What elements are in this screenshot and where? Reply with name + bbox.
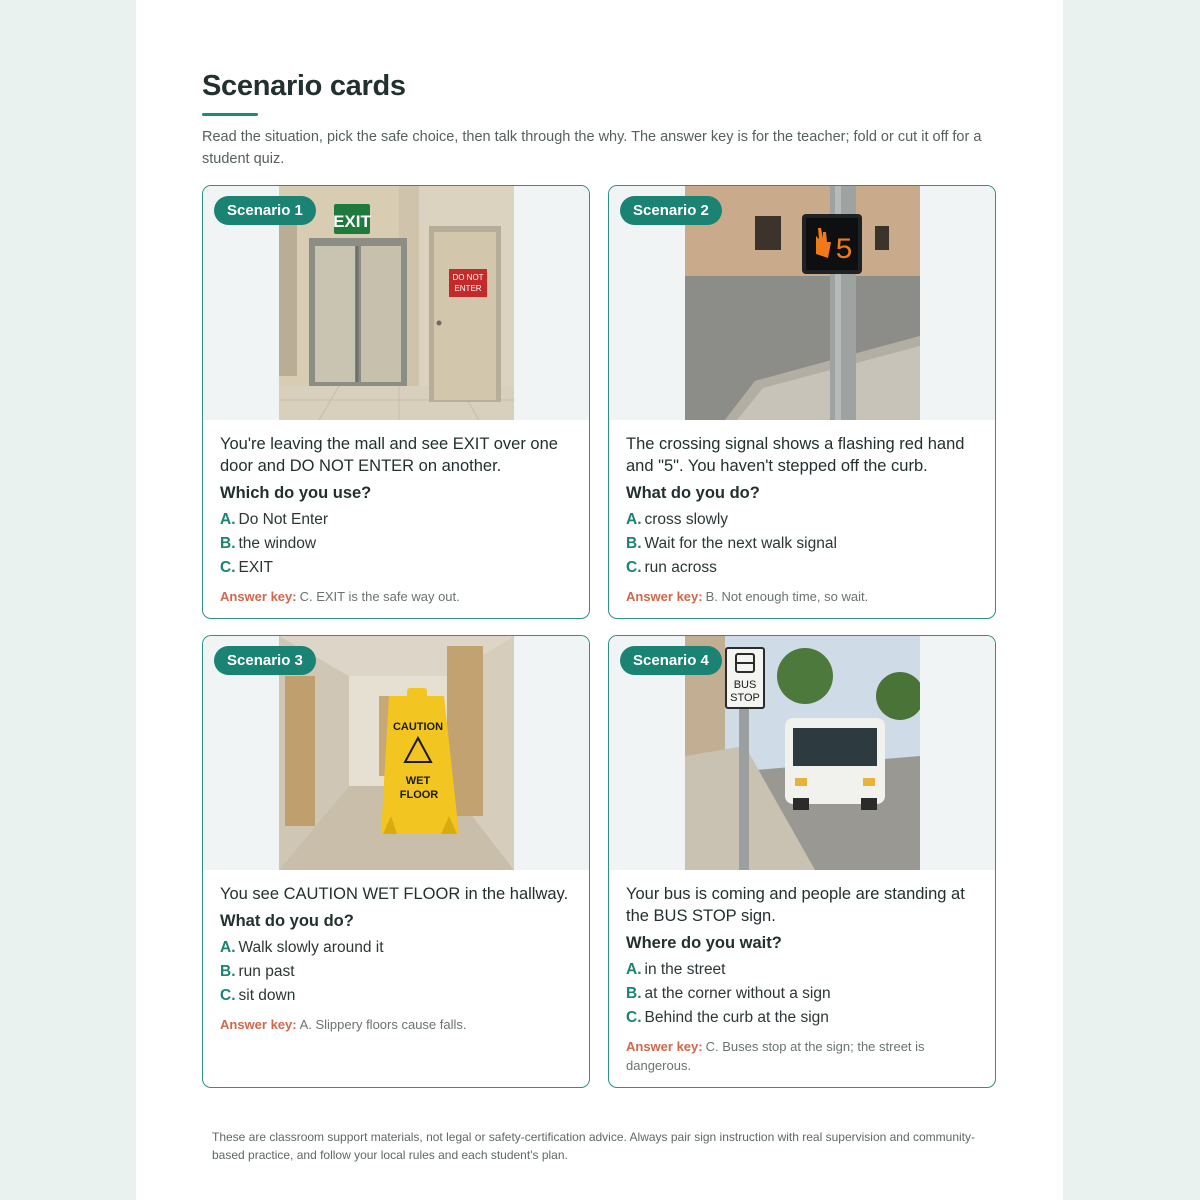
caution-sign-text: CAUTION — [392, 721, 444, 733]
option-letter: C. — [220, 987, 236, 1004]
option-letter: B. — [626, 985, 642, 1002]
answer-key-text: C. EXIT is the safe way out. — [299, 589, 460, 604]
option-text: Wait for the next walk signal — [644, 535, 837, 552]
scenario-badge: Scenario 1 — [214, 196, 316, 225]
stop-sign-text: STOP — [730, 692, 760, 704]
option-a — [626, 508, 979, 532]
option-letter: A. — [626, 961, 642, 978]
answer-key-text: A. Slippery floors cause falls. — [299, 1017, 467, 1032]
option-letter: A. — [626, 511, 642, 528]
scenario-body — [220, 883, 573, 1034]
option-letter: C. — [220, 559, 236, 576]
option-a — [220, 508, 573, 532]
countdown-number: 5 — [834, 234, 854, 268]
option-letter: A. — [220, 511, 236, 528]
question-text: What do you do? — [220, 912, 354, 930]
crosswalk-signal-image — [685, 186, 920, 420]
answer-key-label: Answer key: — [220, 589, 297, 604]
option-letter: B. — [220, 963, 236, 980]
option-letter: B. — [626, 535, 642, 552]
option-c — [626, 1006, 979, 1030]
scenario-card-4 — [608, 635, 996, 1088]
option-b — [220, 960, 573, 984]
option-c — [220, 556, 573, 580]
worksheet-page — [136, 0, 1063, 1200]
option-a — [626, 958, 979, 982]
option-a — [220, 936, 573, 960]
question-text: What do you do? — [626, 484, 760, 502]
scenario-body — [626, 433, 979, 606]
option-b — [626, 982, 979, 1006]
answer-key — [220, 1015, 573, 1034]
answer-key — [626, 1037, 979, 1075]
do-not-enter-line-1: DO NOT — [452, 273, 484, 282]
option-text: Walk slowly around it — [238, 939, 384, 956]
scenario-badge: Scenario 2 — [620, 196, 722, 225]
option-text: run past — [238, 963, 295, 980]
disclaimer-footer: These are classroom support materials, not legal or safety-certification advice. Always pair sign instruction with real supervision and community-based practice, and follow your local rules and each student's plan. — [212, 1130, 975, 1162]
situation-text: Your bus is coming and people are standing at the BUS STOP sign. — [626, 885, 965, 925]
question-text: Where do you wait? — [626, 934, 782, 952]
option-text: sit down — [238, 987, 296, 1004]
wet-sign-text: WET — [405, 775, 431, 787]
bus-sign-text: BUS — [733, 679, 757, 691]
option-text: cross slowly — [644, 511, 729, 528]
mall-exit-doors-image — [279, 186, 514, 420]
option-text: at the corner without a sign — [644, 985, 831, 1002]
scenario-body — [220, 433, 573, 606]
bus-stop-image — [685, 636, 920, 870]
wet-floor-hallway-image — [279, 636, 514, 870]
situation-text: You see CAUTION WET FLOOR in the hallway. — [220, 885, 569, 903]
option-b — [220, 532, 573, 556]
scenario-card-2 — [608, 185, 996, 619]
scenario-card-1 — [202, 185, 590, 619]
option-letter: A. — [220, 939, 236, 956]
option-b — [626, 532, 979, 556]
do-not-enter-line-2: ENTER — [454, 284, 482, 293]
option-text: the window — [238, 535, 317, 552]
situation-text: You're leaving the mall and see EXIT over one door and DO NOT ENTER on another. — [220, 435, 558, 475]
option-c — [220, 984, 573, 1008]
answer-key-label: Answer key: — [626, 1039, 703, 1054]
option-text: in the street — [644, 961, 726, 978]
situation-text: The crossing signal shows a flashing red hand and "5". You haven't stepped off the curb. — [626, 435, 965, 475]
option-c — [626, 556, 979, 580]
scenario-badge: Scenario 4 — [620, 646, 722, 675]
question-text: Which do you use? — [220, 484, 372, 502]
page-title: Scenario cards — [202, 70, 406, 102]
scenario-card-3 — [202, 635, 590, 1088]
option-letter: C. — [626, 1009, 642, 1026]
answer-key-text: B. Not enough time, so wait. — [705, 589, 869, 604]
intro-text: Read the situation, pick the safe choice, then talk through the why. The answer key is for the teacher; fold or cut it off for a student quiz. — [202, 129, 982, 167]
answer-key — [220, 587, 573, 606]
option-text: run across — [644, 559, 717, 576]
option-letter: B. — [220, 535, 236, 552]
option-letter: C. — [626, 559, 642, 576]
exit-sign-text: EXIT — [333, 212, 371, 231]
scenario-body — [626, 883, 979, 1075]
title-underline — [202, 113, 258, 116]
answer-key-label: Answer key: — [220, 1017, 297, 1032]
answer-key-label: Answer key: — [626, 589, 703, 604]
floor-sign-text: FLOOR — [399, 789, 439, 801]
answer-key-text: C. Buses stop at the sign; the street is dangerous. — [626, 1039, 925, 1073]
option-text: Behind the curb at the sign — [644, 1009, 829, 1026]
answer-key — [626, 587, 979, 606]
option-text: Do Not Enter — [238, 511, 329, 528]
scenario-badge: Scenario 3 — [214, 646, 316, 675]
option-text: EXIT — [238, 559, 273, 576]
